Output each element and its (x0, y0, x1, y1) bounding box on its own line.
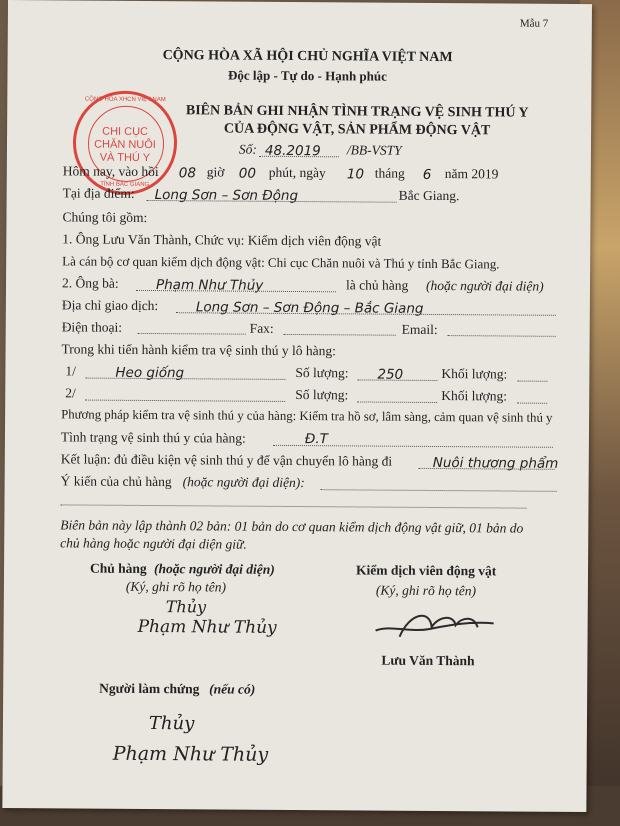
national-title: CỘNG HÒA XÃ HỘI CHỦ NGHĨA VIỆT NAM (162, 48, 453, 66)
item2-index: 2/ (65, 385, 76, 401)
address-label: Địa chỉ giao dịch: (61, 297, 159, 314)
copies-line2: chủ hàng hoặc người đại diện giữ. (60, 535, 247, 552)
opinion-line1 (321, 489, 557, 492)
item1-weight-line (517, 381, 547, 382)
item1-name: Heo giống (115, 364, 185, 382)
place-value: Long Sơn – Sơn Động (154, 187, 299, 205)
conclusion-value: Nuôi thương phẩm (432, 454, 559, 472)
inspector-line: 1. Ông Lưu Văn Thành, Chức vụ: Kiểm dịch viên động vật (62, 231, 382, 249)
opinion-label: Ý kiến của chủ hàng (60, 473, 172, 490)
item1-qty-label: Số lượng: (295, 365, 349, 381)
witness-signature-mark: Thủy (148, 713, 195, 735)
owner-suffix: là chủ hàng (345, 277, 409, 293)
stamp-line1: CHI CỤC (102, 125, 149, 138)
time-hour-label: giờ (206, 164, 225, 180)
item2-name-line (85, 400, 285, 402)
witness-title-italic: (nếu có) (209, 681, 256, 697)
agency-line: Là cán bộ cơ quan kiểm dịch động vật: Chi cục Chăn nuôi và Thú y tỉnh Bắc Giang. (62, 253, 500, 272)
item1-qty: 250 (377, 366, 404, 383)
fax-line (284, 334, 396, 336)
inspector-signature (370, 603, 500, 646)
document-page (2, 0, 592, 812)
owner-label: 2. Ông bà: (61, 275, 119, 291)
inspection-intro: Trong khi tiến hành kiểm tra vệ sinh thú y lô hàng: (61, 341, 336, 359)
status-label: Tình trạng vệ sinh thú y của hàng: (60, 429, 246, 446)
witness-signature-name: Phạm Như Thủy (112, 742, 269, 766)
witness-title: Người làm chứng (99, 680, 200, 697)
item2-qty-line (357, 401, 437, 403)
time-minute-label: phút, ngày (268, 164, 326, 181)
owner-suffix-italic: (hoặc người đại diện) (425, 277, 544, 294)
inspector-name: Lưu Văn Thành (381, 652, 475, 669)
time-minute: 00 (238, 165, 257, 182)
time-day-label: tháng (374, 165, 405, 181)
email-line (448, 335, 556, 337)
owner-signature-mark: Thủy (165, 597, 207, 617)
copies-line1: Biên bản này lập thành 02 bản: 01 bản do cơ quan kiểm dịch động vật giữ, 01 bản do (60, 517, 524, 536)
inspector-sign-title: Kiểm dịch viên động vật (355, 562, 497, 579)
email-label: Email: (401, 321, 438, 338)
number-suffix: /BB-VSTY (346, 142, 402, 158)
title-line2: CỦA ĐỘNG VẬT, SẢN PHẨM ĐỘNG VẬT (223, 121, 491, 139)
stamp-line2: CHĂN NUÔI (94, 138, 156, 152)
phone-line (138, 333, 246, 335)
item1-weight-label: Khối lượng: (441, 366, 508, 382)
place-label: Tại địa điểm: (62, 185, 135, 201)
form-number: Mẫu 7 (519, 17, 549, 30)
phone-label: Điện thoại: (61, 319, 123, 335)
owner-signature-name: Phạm Như Thủy (137, 616, 277, 638)
owner-sign-title-italic: (hoặc người đại diện) (153, 561, 275, 577)
stamp-bottom-text: TỈNH BẮC GIANG (100, 181, 150, 188)
time-day: 10 (346, 166, 365, 183)
owner-sign-title: Chủ hàng (89, 560, 147, 576)
number-value: 48.2019 (264, 142, 321, 160)
item2-weight-label: Khối lượng: (441, 388, 508, 404)
time-prefix: Hôm nay, vào hồi (62, 163, 159, 180)
place-suffix: Bắc Giang. (398, 187, 460, 204)
status-value: Đ.T (304, 431, 328, 448)
item1-index: 1/ (65, 363, 76, 379)
title-line1: BIÊN BẢN GHI NHẬN TÌNH TRẠNG VỆ SINH THÚ Y (185, 103, 529, 121)
time-month: 6 (422, 166, 432, 183)
owner-value: Phạm Như Thủy (155, 277, 264, 294)
time-hour: 08 (178, 165, 197, 182)
stamp-line3: VÀ THÚ Y (99, 151, 151, 164)
conclusion-label: Kết luận: đủ điều kiện vệ sinh thú y để vận chuyển lô hàng đi (60, 451, 393, 469)
motto: Độc lập - Tự do - Hạnh phúc (227, 67, 387, 84)
inspector-sign-note: (Ký, ghi rõ họ tên) (375, 582, 477, 599)
address-value: Long Sơn – Sơn Động – Bắc Giang (195, 299, 424, 317)
fax-label: Fax: (249, 320, 274, 336)
opinion-label-italic: (hoặc người đại diện): (182, 474, 305, 491)
opinion-line2 (60, 504, 526, 508)
stamp-ring-text: CỘNG HÒA XHCN VIỆT NAM (84, 96, 166, 104)
number-label: Số: (238, 141, 258, 157)
method-line: Phương pháp kiểm tra vệ sinh thú y của hàng: Kiểm tra hồ sơ, lâm sàng, cảm quan vệ sinh thú y (61, 407, 553, 425)
item2-weight-line (517, 403, 547, 404)
item2-qty-label: Số lượng: (295, 387, 349, 403)
we-are: Chúng tôi gồm: (62, 209, 148, 225)
time-year-label: năm 2019 (444, 166, 499, 182)
owner-sign-note: (Ký, ghi rõ họ tên) (125, 578, 227, 595)
